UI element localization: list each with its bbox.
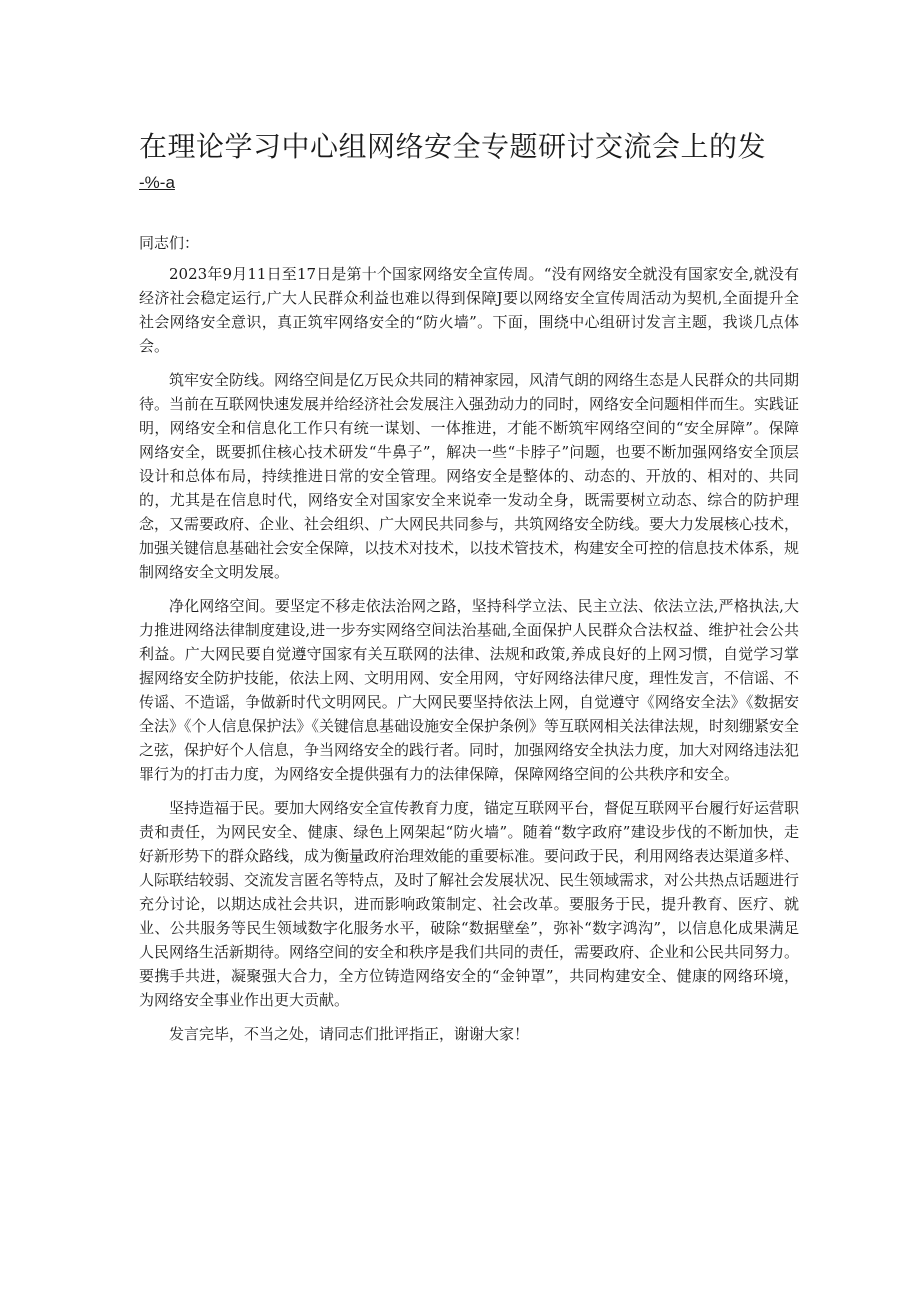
salutation: 同志们： [139,234,200,252]
document-body [139,262,799,1056]
document-title: 在理论学习中心组网络安全专题研讨交流会上的发 [139,130,767,163]
document-subtitle: -%-a [139,173,175,192]
paragraph-closing: 发言完毕，不当之处，请同志们批评指正，谢谢大家！ [169,1025,530,1043]
paragraph-security-defense: 筑牢安全防线。网络空间是亿万民众共同的精神家园，风清气朗的网络生态是人民群众的共同期待。当前在互联网快速发展并给经济社会发展注入强劲动力的同时，网络安全问题相伴而生。实践证明，网络安全和信息化工作只有统一谋划、一体推进，才能不断筑牢网络空间的“安全屏障”。保障网络安全，既要抓住核心技术研发“牛鼻子”，解决一些“卡脖子”问题，也要不断加强网络安全顶层设计和总体布局，持续推进日常的安全管理。网络安全是整体的、动态的、开放的、相对的、共同的，尤其是在信息时代，网络安全对国家安全来说牵一发动全身，既需要树立动态、综合的防护理念，又需要政府、企业、社会组织、广大网民共同参与，共筑网络安全防线。要大力发展核心技术，加强关键信息基础社会安全保障，以技术对技术，以技术管技术，构建安全可控的信息技术体系，规制网络安全文明发展。 [139,371,800,581]
paragraph-benefit-people: 坚持造福于民。要加大网络安全宣传教育力度，锚定互联网平台，督促互联网平台履行好运营职责和责任，为网民安全、健康、绿色上网架起“防火墙”。随着“数字政府”建设步伐的不断加快，走好新形势下的群众路线，成为衡量政府治理效能的重要标准。要问政于民，利用网络表达渠道多样、人际联结较弱、交流发言匿名等特点，及时了解社会发展状况、民生领域需求，对公共热点话题进行充分讨论，以期达成社会共识，进而影响政策制定、社会改革。要服务于民，提升教育、医疗、就业、公共服务等民生领域数字化服务水平，破除“数据壁垒”，弥补“数字鸿沟”，以信息化成果满足人民网络生活新期待。网络空间的安全和秩序是我们共同的责任，需要政府、企业和公民共同努力。要携手共进，凝聚强大合力，全方位铸造网络安全的“金钟罩”，共同构建安全、健康的网络环境，为网络安全事业作出更大贡献。 [139,799,800,1009]
paragraph-purify-cyberspace: 净化网络空间。要坚定不移走依法治网之路，坚持科学立法、民主立法、依法立法,严格执法,大力推进网络法律制度建设,进一步夯实网络空间法治基础,全面保护人民群众合法权益、维护社会公共利益。广大网民要自觉遵守国家有关互联网的法律、法规和政策,养成良好的上网习惯，自觉学习掌握网络安全防护技能，依法上网、文明用网、安全用网，守好网络法律尺度，理性发言，不信谣、不传谣、不造谣，争做新时代文明网民。广大网民要坚持依法上网，自觉遵守《网络安全法》《数据安全法》《个人信息保护法》《关键信息基础设施安全保护条例》等互联网相关法律法规，时刻绷紧安全之弦，保护好个人信息，争当网络安全的践行者。同时，加强网络安全执法力度，加大对网络违法犯罪行为的打击力度，为网络安全提供强有力的法律保障，保障网络空间的公共秩序和安全。 [139,597,800,783]
paragraph-intro: 2023年9月11日至17日是第十个国家网络安全宣传周。“没有网络安全就没有国家安全,就没有经济社会稳定运行,广大人民群众利益也难以得到保障J要以网络安全宣传周活动为契机,全面提升全社会网络安全意识，真正筑牢网络安全的“防火墙”。下面，围绕中心组研讨发言主题，我谈几点体会。 [139,265,799,355]
